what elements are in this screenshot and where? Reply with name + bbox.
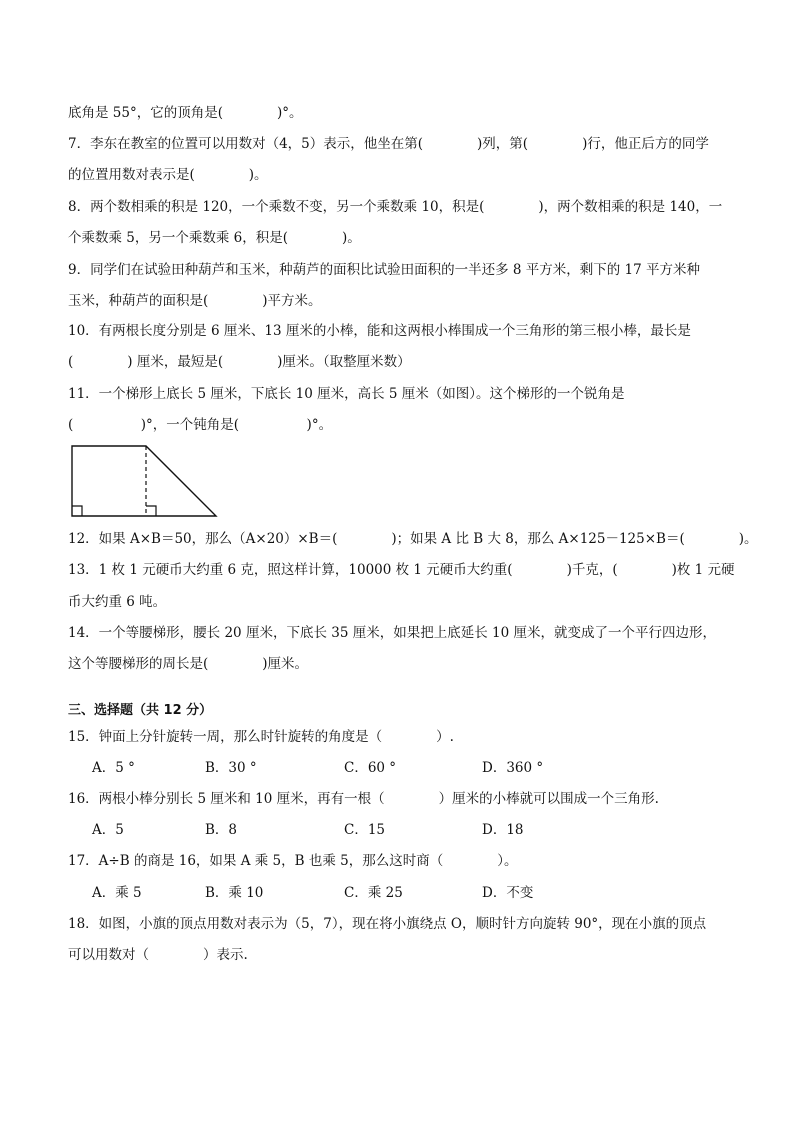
q15-option-d[interactable]: D．360 ° <box>482 760 544 776</box>
section-title-choice: 三、选择题（共 12 分） <box>68 703 213 718</box>
q16-option-b[interactable]: B．8 <box>205 822 238 838</box>
q14-line-1: 14．一个等腰梯形，腰长 20 厘米，下底长 35 厘米，如果把上底延长 10 厘米，就变成了一个平行四边形， <box>68 625 716 641</box>
trapezoid-shape <box>72 446 216 516</box>
q8-line-2: 个乘数乘 5，另一个乘数乘 6，积是( )。 <box>68 230 361 246</box>
q11-line-1: 11．一个梯形上底长 5 厘米，下底长 10 厘米，高长 5 厘米（如图）。这个梯形的一个锐角是 <box>68 386 625 402</box>
q16-option-a[interactable]: A．5 <box>92 822 124 838</box>
q17-option-c[interactable]: C．乘 25 <box>344 885 403 901</box>
q18-line-1: 18．如图，小旗的顶点用数对表示为（5，7），现在将小旗绕点 O，顺时针方向旋转 90°，现在小旗的顶点 <box>68 916 707 932</box>
q10-line-2: ( ) 厘米，最短是( )厘米。（取整厘米数） <box>68 354 411 370</box>
q18-line-2: 可以用数对（ ）表示. <box>68 947 248 963</box>
q17-option-d[interactable]: D．不变 <box>482 885 534 901</box>
q15-option-b[interactable]: B．30 ° <box>205 760 257 776</box>
q17-stem: 17．A÷B 的商是 16，如果 A 乘 5，B 也乘 5，那么这时商（ ）。 <box>68 853 518 869</box>
q10-line-1: 10．有两根长度分别是 6 厘米、13 厘米的小棒，能和这两根小棒围成一个三角形的第三根小棒，最长是 <box>68 323 691 339</box>
right-angle-mark-height <box>146 506 156 516</box>
q17-option-a[interactable]: A．乘 5 <box>92 885 142 901</box>
q7-line-1: 7．李东在教室的位置可以用数对（4，5）表示，他坐在第( )列，第( )行，他正后方的同学 <box>68 136 709 152</box>
q14-line-2: 这个等腰梯形的周长是( )厘米。 <box>68 656 309 672</box>
q12-line: 12．如果 A×B＝50，那么（A×20）×B＝( )；如果 A 比 B 大 8，那么 A×125－125×B＝( )。 <box>68 531 758 547</box>
q15-option-a[interactable]: A．5 ° <box>92 760 135 776</box>
q17-option-b[interactable]: B．乘 10 <box>205 885 264 901</box>
q8-line-1: 8．两个数相乘的积是 120，一个乘数不变，另一个乘数乘 10，积是( )，两个数相乘的积是 140，一 <box>68 199 723 215</box>
right-angle-mark-left <box>72 506 82 516</box>
q13-line-2: 币大约重 6 吨。 <box>68 594 167 610</box>
q9-line-1: 9．同学们在试验田种葫芦和玉米，种葫芦的面积比试验田面积的一半还多 8 平方米，剩下的 17 平方米种 <box>68 262 701 278</box>
trapezoid-figure <box>70 444 220 524</box>
q7-line-2: 的位置用数对表示是( )。 <box>68 167 268 183</box>
q11-line-2: ( )°，一个钝角是( )°。 <box>68 417 333 433</box>
q15-option-c[interactable]: C．60 ° <box>344 760 397 776</box>
q16-stem: 16．两根小棒分别长 5 厘米和 10 厘米，再有一根（ ）厘米的小棒就可以围成一个三角形. <box>68 791 659 807</box>
q9-line-2: 玉米，种葫芦的面积是( )平方米。 <box>68 293 322 309</box>
q16-option-c[interactable]: C．15 <box>344 822 386 838</box>
trapezoid-diagram <box>70 444 220 520</box>
q15-stem: 15．钟面上分针旋转一周，那么时针旋转的角度是（ ）. <box>68 729 454 745</box>
q16-option-d[interactable]: D．18 <box>482 822 524 838</box>
q13-line-1: 13．1 枚 1 元硬币大约重 6 克，照这样计算，10000 枚 1 元硬币大约重( )千克，( )枚 1 元硬 <box>68 562 735 578</box>
q6-line: 底角是 55°，它的顶角是( )°。 <box>68 105 303 121</box>
